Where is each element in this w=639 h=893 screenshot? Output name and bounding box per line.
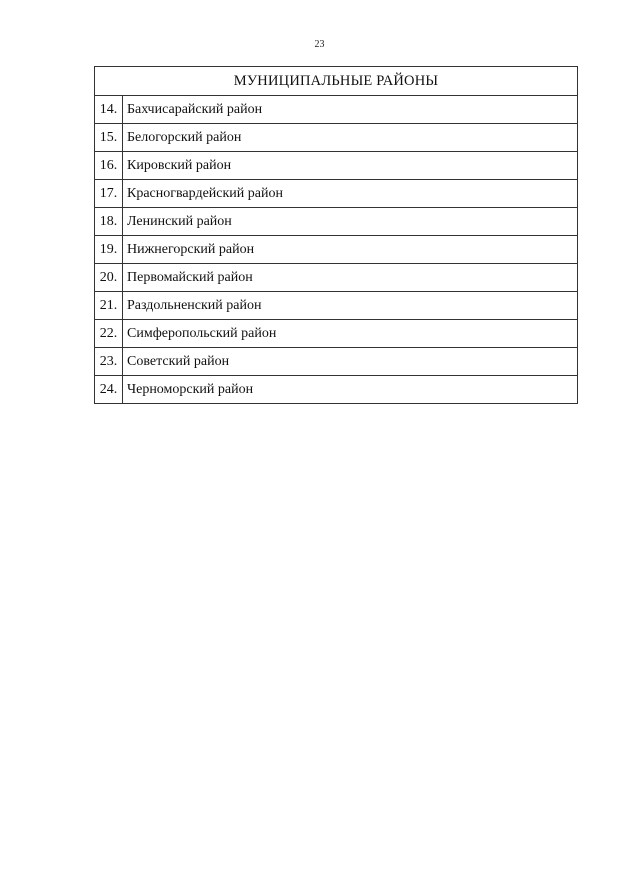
row-number: 18. — [95, 208, 123, 236]
row-number: 21. — [95, 292, 123, 320]
row-number: 19. — [95, 236, 123, 264]
row-number: 23. — [95, 348, 123, 376]
table-row — [95, 292, 578, 320]
row-number: 14. — [95, 96, 123, 124]
table-row — [95, 236, 578, 264]
district-name: Кировский район — [123, 152, 578, 180]
district-name: Красногвардейский район — [123, 180, 578, 208]
row-number: 15. — [95, 124, 123, 152]
row-number: 22. — [95, 320, 123, 348]
table-row — [95, 264, 578, 292]
table-row — [95, 320, 578, 348]
table-header: МУНИЦИПАЛЬНЫЕ РАЙОНЫ — [95, 67, 578, 96]
district-name: Бахчисарайский район — [123, 96, 578, 124]
district-name: Белогорский район — [123, 124, 578, 152]
district-name: Черноморский район — [123, 376, 578, 404]
districts-table — [94, 66, 578, 404]
table-row — [95, 180, 578, 208]
district-name: Нижнегорский район — [123, 236, 578, 264]
row-number: 20. — [95, 264, 123, 292]
districts-table-container — [94, 66, 577, 404]
table-row — [95, 376, 578, 404]
row-number: 16. — [95, 152, 123, 180]
table-row — [95, 208, 578, 236]
row-number: 17. — [95, 180, 123, 208]
district-name: Раздольненский район — [123, 292, 578, 320]
row-number: 24. — [95, 376, 123, 404]
district-name: Первомайский район — [123, 264, 578, 292]
table-row — [95, 152, 578, 180]
page-number: 23 — [314, 39, 325, 50]
table-row — [95, 96, 578, 124]
table-header-row — [95, 67, 578, 96]
district-name: Ленинский район — [123, 208, 578, 236]
district-name: Симферопольский район — [123, 320, 578, 348]
district-name: Советский район — [123, 348, 578, 376]
table-row — [95, 124, 578, 152]
table-row — [95, 348, 578, 376]
